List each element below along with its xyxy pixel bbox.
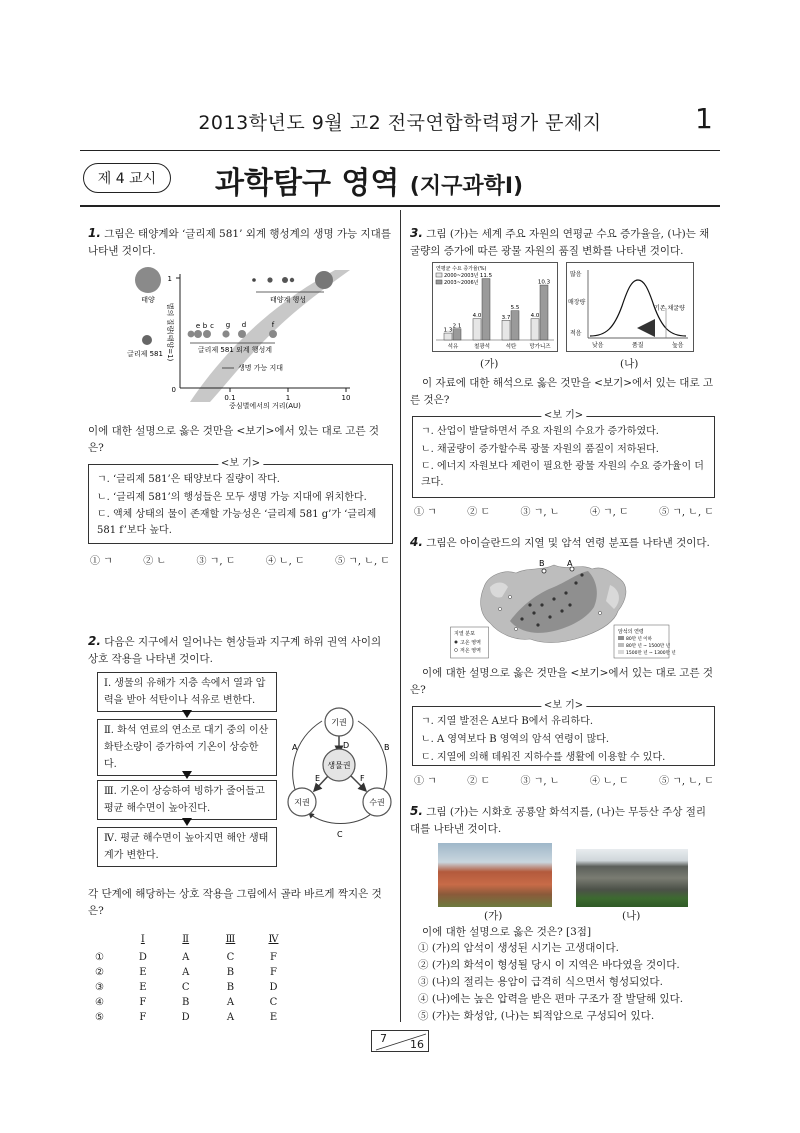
q3-bar-chart: [432, 262, 558, 352]
bar-label-2-3: 5.5: [510, 305, 520, 312]
q1-bogi-head: <보 기>: [218, 457, 263, 471]
planet-venus-icon: [267, 277, 272, 282]
letter-e: e: [195, 322, 201, 330]
bar-2-4: [540, 285, 548, 340]
subject-title: [215, 158, 523, 202]
q5-prompt: 이에 대한 설명으로 옳은 것은? [3점]: [422, 926, 592, 938]
q3-item-1: ㄱ. 산업이 발달하면서 주요 자원의 수요가 증가하였다.: [421, 426, 659, 437]
header-rule: [80, 150, 720, 151]
q3-stem-text: 그림 (가)는 세계 주요 자원의 연평균 수요 증가율을, (나)는 채굴량의 증가에 따른 광물 자원의 품질 변화를 나타낸 것이다.: [410, 228, 710, 257]
q5-option-5[interactable]: ⑤ (가)는 화성암, (나)는 퇴적암으로 구성되어 있다.: [418, 1010, 655, 1022]
subject-rule: [80, 205, 720, 207]
legend-title: 연평균 수요 증가율(%): [436, 266, 487, 272]
row-label: ⑤: [95, 1012, 104, 1023]
cell: F: [269, 952, 277, 963]
q4-choice-5[interactable]: ⑤ ㄱ, ㄴ, ㄷ: [659, 776, 714, 787]
legend-hot: 고온 영역: [460, 640, 481, 646]
bar-2-1: [453, 329, 461, 340]
point-b-label: B: [539, 559, 545, 568]
planet-mars-icon: [290, 278, 294, 282]
q2-head-4: Ⅳ: [268, 933, 279, 945]
q4-bogi-box: [412, 700, 715, 766]
row-label: ②: [95, 967, 104, 978]
gliese-planet-e-icon: [188, 331, 195, 338]
q3-bogi-head: <보 기>: [541, 409, 586, 423]
cell: C: [269, 997, 278, 1008]
q4-item-2: ㄴ. A 영역보다 B 영역의 암석 연령이 많다.: [421, 734, 610, 745]
q3-caption-na: (나): [620, 358, 639, 370]
q1-stem-text: 그림은 태양계와 ‘글리제 581’ 외계 행성계의 생명 가능 지대를 나타낸 것이다.: [88, 228, 391, 257]
legend-label-1: 2000~2003년: [444, 273, 479, 279]
x-axis-label: 중심별에서의 거리(AU): [229, 402, 301, 410]
q1-choice-5[interactable]: ⑤ ㄱ, ㄴ, ㄷ: [335, 556, 390, 567]
bar-1-4: [531, 319, 539, 340]
q2-stage-1: Ⅰ. 생물의 유해가 지층 속에서 열과 압력을 받아 석탄이나 석유로 변한다.: [97, 672, 277, 712]
cell: D: [181, 1012, 190, 1023]
atmosphere-label: 기권: [331, 718, 347, 727]
legend-age-3: 1500만 년 ~ 1300만 년: [626, 651, 676, 656]
q2-number: 2.: [88, 634, 101, 648]
label-b: B: [384, 743, 390, 752]
point-b-marker: [542, 569, 546, 573]
gliese-planet-f-icon: [269, 330, 277, 338]
bar-1-1: [444, 333, 452, 340]
legend-hot-dot: [455, 641, 458, 644]
q3-choices: [414, 503, 714, 518]
cell: A: [182, 967, 190, 978]
q5-number: 5.: [410, 804, 423, 818]
q1-item-3: ㄷ. 액체 상태의 물이 존재할 가능성은 ‘글리제 581 g’가 ‘글리제 581 f’보다 높다.: [97, 509, 377, 536]
q3-caption-ga: (가): [480, 358, 499, 370]
gliese-planets-label: 글리제 581 외계 행성계: [197, 346, 273, 354]
q2-row-4[interactable]: [95, 995, 295, 1010]
q4-item-3: ㄷ. 지열에 의해 데워진 지하수를 생활에 이용할 수 있다.: [421, 752, 666, 763]
gliese-planet-g-icon: [222, 330, 229, 337]
gliese-label: 글리제 581: [127, 350, 163, 358]
legend-label-2: 2003~2006년: [444, 280, 479, 286]
cell: F: [139, 997, 147, 1008]
row-label: ③: [95, 982, 104, 993]
bar-label-2-4: 10.3: [537, 279, 551, 286]
bar-2-3: [511, 311, 519, 340]
q4-stem-text: 그림은 아이슬란드의 지열 및 암석 연령 분포를 나타낸 것이다.: [426, 537, 710, 549]
legend-age-2: 80만 년 ~ 1500만 년: [626, 644, 671, 649]
letter-d: d: [241, 321, 247, 329]
y-mid-label: 매장량: [568, 299, 586, 306]
legend-cold-dot: [455, 649, 458, 652]
arrow-b: [358, 721, 387, 797]
q2-head-1: Ⅰ: [140, 933, 145, 945]
q4-prompt: 이에 대한 설명으로 옳은 것만을 <보기>에서 있는 대로 고른 것은?: [410, 667, 714, 696]
point-a-label: A: [567, 559, 573, 568]
sun-icon: [135, 267, 161, 293]
row-label: ④: [95, 997, 104, 1008]
q3-choice-1[interactable]: ① ㄱ: [414, 507, 437, 518]
q2-stage-4: Ⅳ. 평균 해수면이 높아지면 해안 생태계가 변한다.: [97, 827, 277, 867]
session-badge: 제 4 교시: [83, 163, 171, 193]
cell: E: [139, 967, 147, 978]
q1-item-1: ㄱ. ‘글리제 581’은 태양보다 질량이 작다.: [97, 474, 280, 485]
cat-label-3: 석탄: [505, 344, 517, 350]
q1-choice-2[interactable]: ② ㄴ: [143, 556, 167, 567]
q4-choices: [414, 772, 714, 787]
y-top-label: 많음: [570, 271, 582, 278]
q5-caption-na: (나): [622, 910, 641, 922]
q4-stem: [410, 534, 715, 552]
bar-label-1-1: 1.3: [443, 327, 453, 334]
legend-swatch-2: [436, 280, 442, 284]
q5-stem: [410, 803, 715, 838]
q1-prompt: 이에 대한 설명으로 옳은 것만을 <보기>에서 있는 대로 고른 것은?: [88, 425, 380, 454]
q4-choice-3[interactable]: ③ ㄱ, ㄴ: [520, 776, 560, 787]
q2-row-2[interactable]: [95, 965, 295, 980]
q2-prompt: 각 단계에 해당하는 상호 작용을 그림에서 골라 바르게 짝지은 것은?: [88, 888, 382, 917]
q3-bogi-box: [412, 410, 715, 498]
planet-mercury-icon: [252, 278, 256, 282]
q3-choice-5[interactable]: ⑤ ㄱ, ㄴ, ㄷ: [659, 507, 714, 518]
q5-caption-ga: (가): [484, 910, 503, 922]
q1-figure: [110, 262, 360, 412]
q1-bogi-box: [88, 458, 393, 544]
cat-label-4: 망가니즈: [529, 344, 551, 350]
bar-label-1-2: 4.0: [472, 313, 482, 320]
current-page: 7: [380, 1032, 387, 1045]
gliese-planet-c-icon: [203, 330, 211, 338]
q2-answer-table: [95, 928, 295, 1025]
q5-options: [418, 940, 718, 1025]
page-number: 1: [695, 102, 713, 135]
bar-1-2: [473, 319, 481, 340]
q2-sphere-diagram: [282, 705, 398, 845]
solar-planets-label: 태양계 행성: [269, 296, 307, 304]
stage-arrow-3: [182, 818, 192, 826]
cat-label-1: 석유: [447, 344, 459, 350]
legend-age-1: 80만 년 이하: [626, 637, 652, 642]
q3-choice-3[interactable]: ③ ㄱ, ㄴ: [520, 507, 560, 518]
legend-cold: 저온 영역: [460, 648, 481, 654]
cell: A: [182, 952, 190, 963]
geosphere-label: 지권: [294, 798, 310, 807]
hydrosphere-label: 수권: [369, 798, 385, 807]
q1-choice-3[interactable]: ③ ㄱ, ㄷ: [196, 556, 236, 567]
letter-f: f: [271, 321, 275, 329]
legend-age-swatch-2: [618, 643, 624, 647]
x-left-label: 낮음: [592, 342, 604, 349]
cell: A: [226, 997, 235, 1008]
gliese-planet-b-icon: [194, 330, 202, 338]
q4-number: 4.: [410, 535, 423, 549]
q1-item-2: ㄴ. ‘글리제 581’의 행성들은 모두 생명 가능 지대에 위치한다.: [97, 492, 367, 503]
page-counter: [371, 1030, 429, 1052]
q2-stage-2: Ⅱ. 화석 연료의 연소로 대기 중의 이산화탄소량이 증가하여 기온이 상승한다.: [97, 719, 277, 776]
q3-quality-curve: [566, 262, 694, 352]
column-divider: [400, 210, 401, 1022]
biosphere-label: 생물권: [327, 761, 351, 770]
letter-c: c: [210, 322, 214, 330]
label-a: A: [292, 743, 298, 752]
bar-label-1-3: 3.7: [501, 314, 511, 321]
q1-choice-4[interactable]: ④ ㄴ, ㄷ: [265, 556, 305, 567]
bar-1-3: [502, 320, 510, 340]
letter-b: b: [202, 322, 208, 330]
q5-stem-text: 그림 (가)는 시화호 공룡알 화석지를, (나)는 무등산 주상 절리대를 나타낸 것이다.: [410, 806, 706, 835]
cell: A: [226, 1012, 235, 1023]
q4-bogi-head: <보 기>: [541, 699, 586, 713]
label-d: D: [343, 741, 350, 750]
q4-choice-2[interactable]: ② ㄷ: [467, 776, 491, 787]
total-pages: 16: [410, 1038, 424, 1051]
arrow-a: [293, 721, 322, 797]
cell: C: [181, 982, 190, 993]
exam-title: 2013학년도 9월 고2 전국연합학력평가 문제지: [198, 112, 602, 134]
y-tick-label-1: 1: [167, 275, 172, 283]
q1-stem: [88, 225, 393, 260]
bar-label-1-4: 4.0: [530, 313, 540, 320]
cell: D: [269, 982, 278, 993]
x-tick-label-01: 0.1: [224, 394, 236, 402]
x-tick-label-10: 10: [341, 394, 351, 402]
arrow-c: [309, 813, 372, 824]
sihwa-dinosaur-egg-photo: [438, 843, 552, 907]
label-f: F: [360, 774, 365, 783]
q3-item-2: ㄴ. 채굴량이 증가할수록 광물 자원의 품질이 저하된다.: [421, 444, 659, 455]
cell: E: [139, 982, 147, 993]
legend-age-title: 암석의 연령: [618, 629, 644, 635]
gliese-planet-d-icon: [238, 330, 246, 338]
legend-swatch-1: [436, 273, 442, 277]
q3-item-3: ㄷ. 에너지 자원보다 제련이 필요한 광물 자원의 수요 증가율이 더 크다.: [421, 461, 704, 488]
label-e: E: [315, 774, 321, 783]
q5-option-1[interactable]: ① (가)의 암석이 생성된 시기는 고생대이다.: [418, 942, 620, 954]
q4-item-1: ㄱ. 지열 발전은 A보다 B에서 유리하다.: [421, 716, 594, 727]
legend-geo-title: 지열 분포: [454, 631, 475, 637]
q2-stem-text: 다음은 지구에서 일어나는 현상들과 지구계 하위 권역 사이의 상호 작용을 나타낸 것이다.: [88, 636, 382, 665]
q4-iceland-map: [450, 557, 676, 659]
cell: E: [269, 1012, 278, 1023]
q2-stage-3: Ⅲ. 기온이 상승하여 빙하가 줄어들고 평균 해수면이 높아진다.: [97, 780, 277, 820]
letter-g: g: [225, 321, 231, 329]
cell: F: [269, 967, 277, 978]
y-bottom-label: 적음: [570, 330, 582, 337]
q3-prompt: 이 자료에 대한 해석으로 옳은 것만을 <보기>에서 있는 대로 고른 것은?: [410, 377, 714, 406]
q2-head-3: Ⅲ: [225, 933, 236, 945]
y-tick-label-0: 0: [171, 386, 176, 394]
cell: B: [226, 982, 235, 993]
cell: D: [138, 952, 147, 963]
stage-arrow-1: [182, 710, 192, 718]
q1-choice-1[interactable]: ① ㄱ: [90, 556, 113, 567]
habitable-zone-label: 생명 가능 지대: [238, 364, 284, 372]
q5-option-2[interactable]: ② (가)의 화석이 형성될 당시 이 지역은 바다였을 것이다.: [418, 959, 680, 971]
q2-head-2: Ⅱ: [182, 933, 190, 945]
legend-age-swatch-3: [618, 650, 624, 654]
q4-choice-1[interactable]: ① ㄱ: [414, 776, 437, 787]
label-c: C: [337, 830, 343, 839]
sun-label: 태양: [141, 296, 155, 304]
cell: C: [226, 952, 235, 963]
stage-arrow-2: [182, 771, 192, 779]
q1-number: 1.: [88, 226, 101, 240]
gliese-star-icon: [142, 335, 152, 345]
row-label: ①: [95, 952, 104, 963]
y-axis-label: 별의 질량(태양=1): [166, 302, 174, 362]
bar-2-2: [482, 279, 490, 340]
q2-row-1[interactable]: [95, 950, 295, 965]
cell: B: [182, 997, 190, 1008]
q4-choice-4[interactable]: ④ ㄴ, ㄷ: [589, 776, 629, 787]
q3-stem: [410, 225, 715, 260]
cell: F: [139, 1012, 147, 1023]
x-mid-label: 품질: [632, 342, 644, 349]
bar-label-2-2: 11.5: [479, 273, 493, 280]
q5-option-4[interactable]: ④ (나)에는 높은 압력을 받은 편마 구조가 잘 발달해 있다.: [418, 993, 684, 1005]
mudeungsan-columnar-joint-photo: [576, 849, 688, 907]
bar-label-2-1: 2.1: [452, 323, 462, 330]
x-tick-label-1: 1: [285, 394, 291, 402]
q3-choice-4[interactable]: ④ ㄱ, ㄷ: [589, 507, 629, 518]
subject-sub: (지구과학Ⅰ): [409, 174, 524, 199]
q2-row-3[interactable]: [95, 980, 295, 995]
q2-row-5[interactable]: [95, 1010, 295, 1025]
subject-name: 과학탐구 영역: [215, 166, 400, 201]
q3-number: 3.: [410, 226, 423, 240]
q2-stem: [88, 633, 393, 668]
q1-choices: [90, 552, 390, 567]
q3-choice-2[interactable]: ② ㄷ: [467, 507, 491, 518]
cat-label-2: 철광석: [474, 344, 490, 350]
planet-jupiter-icon: [315, 271, 333, 289]
x-right-label: 높음: [672, 342, 684, 349]
legend-age-swatch-1: [618, 636, 624, 640]
cell: B: [226, 967, 235, 978]
planet-earth-icon: [282, 277, 288, 283]
q5-option-3[interactable]: ③ (나)의 절리는 용암이 급격히 식으면서 형성되었다.: [418, 976, 663, 988]
existing-note: 기존 채굴량: [654, 305, 685, 312]
